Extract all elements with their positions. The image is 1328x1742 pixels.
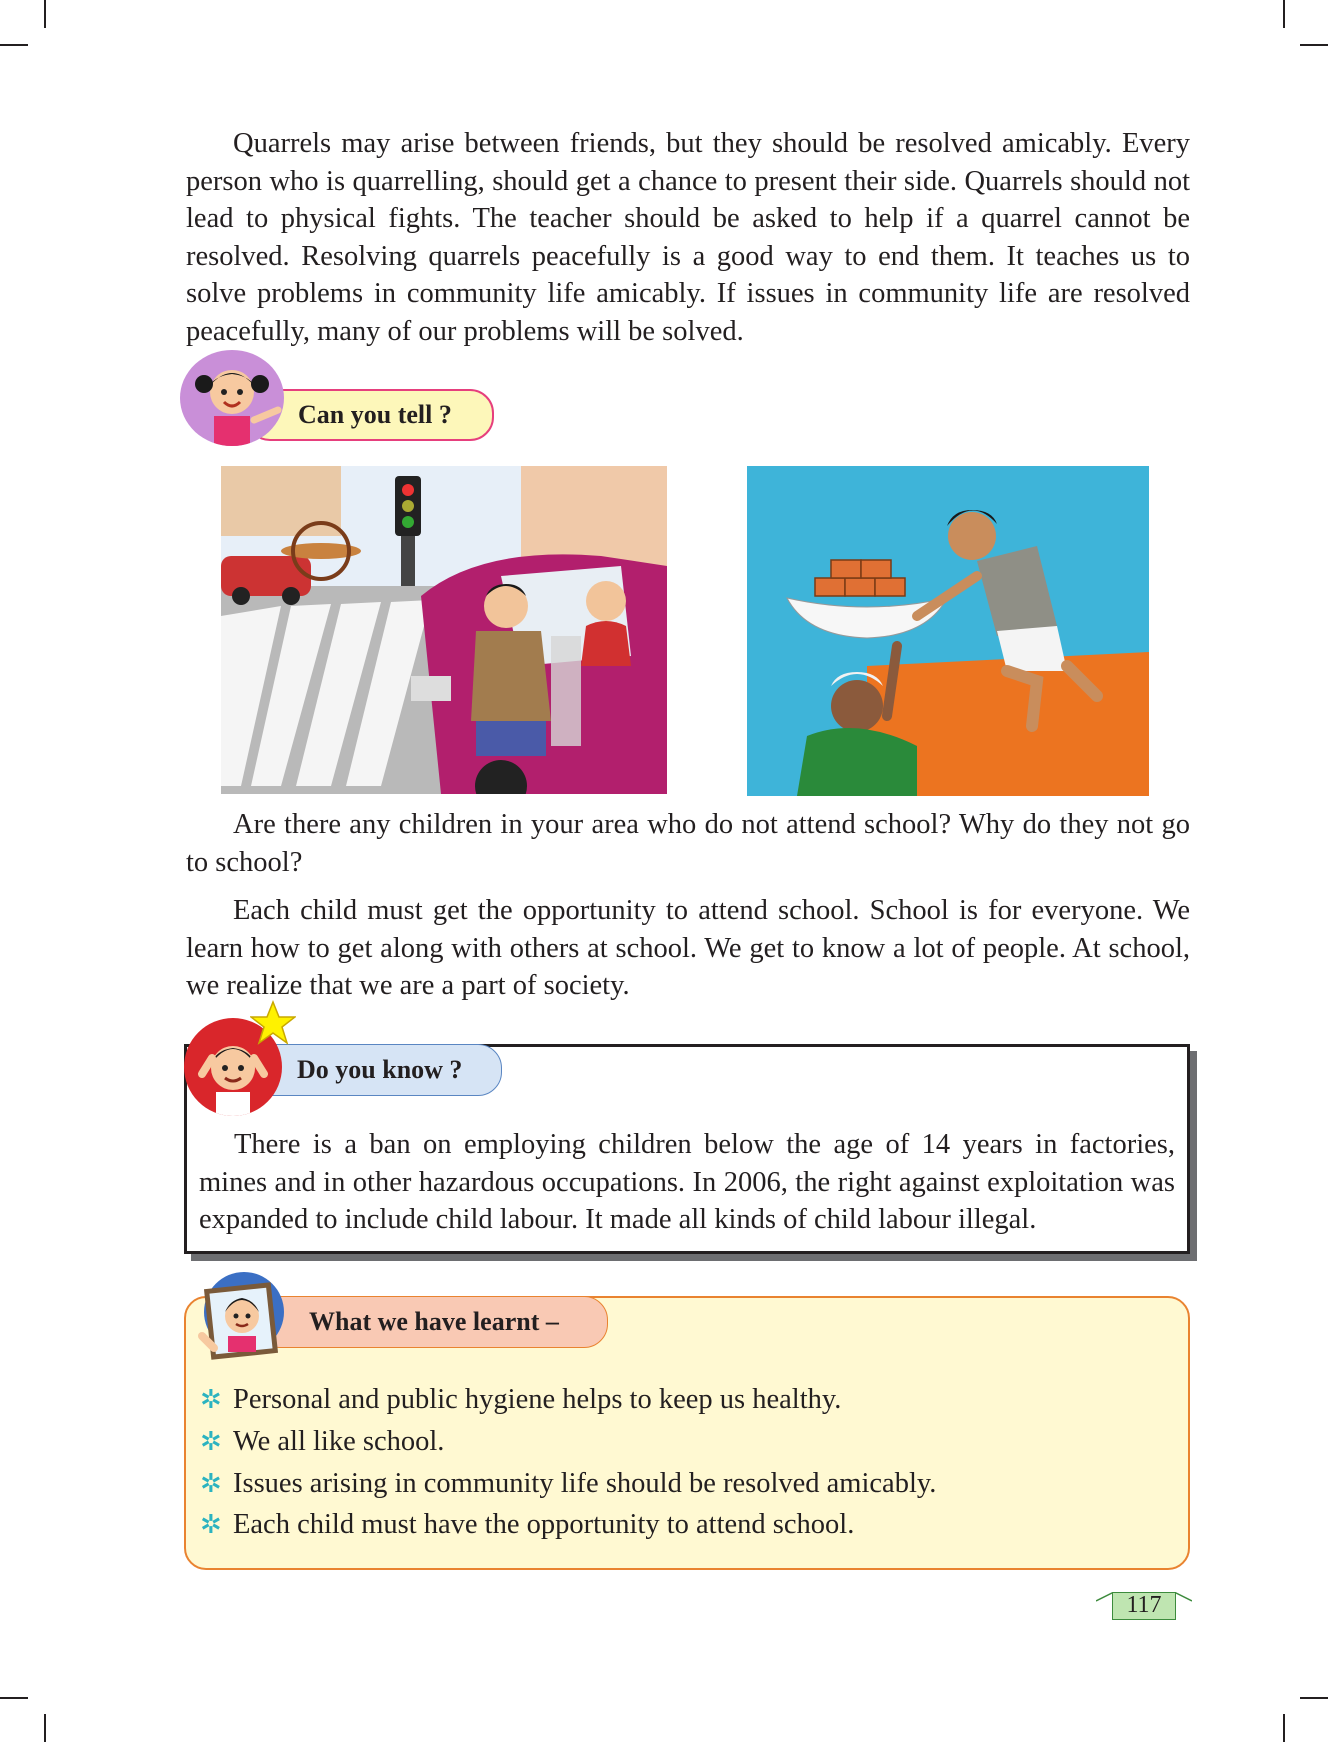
child-labour-illustration bbox=[747, 466, 1149, 796]
what-we-have-learnt-heading bbox=[256, 1296, 608, 1348]
girl-mascot-icon bbox=[180, 350, 284, 446]
do-you-know-label: Do you know ? bbox=[297, 1055, 463, 1084]
what-we-have-learnt-label: What we have learnt – bbox=[309, 1307, 559, 1336]
crop-mark bbox=[1283, 0, 1285, 28]
crop-mark bbox=[1300, 44, 1328, 46]
crop-mark bbox=[0, 44, 28, 46]
school-paragraph: Each child must get the opportunity to attend school. School is for everyone. We learn how to get along with others at school. We get to know a lot of people. At school, we realize that we are a part of society. bbox=[186, 895, 1190, 1002]
bullet-icon: ✲ bbox=[200, 1385, 222, 1414]
list-item: ✲ Personal and public hygiene helps to keep us healthy. bbox=[200, 1379, 936, 1421]
question-paragraph: Are there any children in your area who do not attend school? Why do they not go to school? bbox=[186, 809, 1190, 878]
crop-mark bbox=[1300, 1697, 1328, 1699]
bullet-icon: ✲ bbox=[200, 1426, 222, 1456]
quarrels-paragraph: Quarrels may arise between friends, but they should be resolved amicably. Every person who is quarrelling, should get a chance to present their side. Quarrels should not lead to physical fights. The teacher should be asked to help if a quarrel cannot be resolved. Resolving quarrels peacefully is a good way to end them. It teaches us to solve problems in community life amicably. If issues in community life are resolved peacefully, many of our problems will be solved. bbox=[186, 128, 1190, 347]
bullet-icon: ✲ bbox=[200, 1510, 222, 1540]
can-you-tell-label: Can you tell ? bbox=[298, 400, 452, 429]
list-item: ✲ Issues arising in community life should be resolved amicably. bbox=[200, 1463, 936, 1505]
list-item: ✲ We all like school. bbox=[200, 1421, 936, 1463]
boy-photo-frame-icon bbox=[188, 1270, 296, 1370]
page-number: 117 bbox=[1112, 1592, 1176, 1620]
crop-mark bbox=[44, 1714, 46, 1742]
do-you-know-heading bbox=[246, 1044, 502, 1096]
bullet-icon: ✲ bbox=[200, 1468, 222, 1498]
crop-mark bbox=[0, 1697, 28, 1699]
list-item: ✲ Each child must have the opportunity to attend school. bbox=[200, 1504, 936, 1546]
star-icon bbox=[250, 1000, 296, 1046]
do-you-know-text: There is a ban on employing children below the age of 14 years in factories, mines and in other hazardous occupations. In 2006, the right against exploitation was expanded to include child labour. It made all kinds of child labour illegal. bbox=[199, 1129, 1175, 1236]
traffic-signal-illustration bbox=[221, 466, 667, 794]
crop-mark bbox=[1283, 1714, 1285, 1742]
learnt-list bbox=[200, 1379, 936, 1546]
crop-mark bbox=[44, 0, 46, 28]
